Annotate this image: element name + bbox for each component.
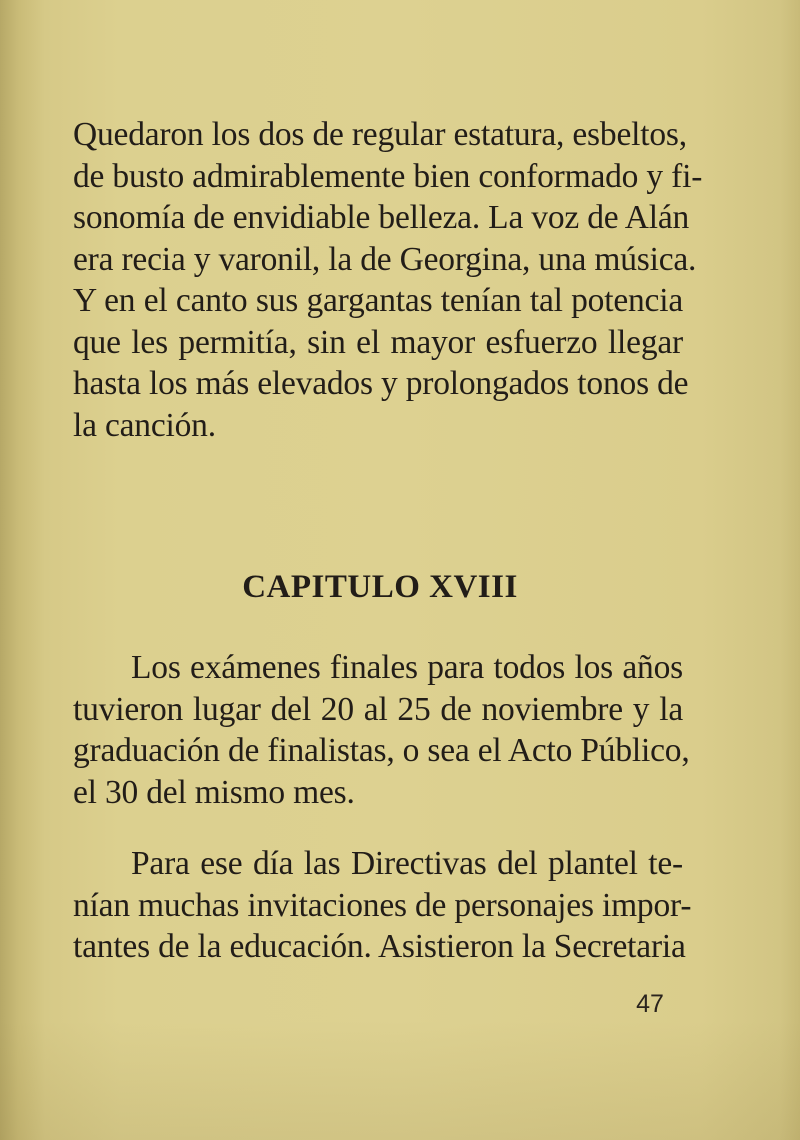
paragraph-1 <box>73 114 703 446</box>
text-line: Quedaron los dos de regular estatura, esbeltos, <box>73 116 687 153</box>
paragraph-3 <box>73 843 692 968</box>
text-line: de busto admirablemente bien conformado y fi- <box>73 157 703 195</box>
text-line: graduación de finalistas, o sea el Acto Público, <box>73 732 690 769</box>
text-line: Y en el canto sus gargantas tenían tal potencia <box>73 282 683 319</box>
text-line: hasta los más elevados y prolongados tonos de <box>73 365 689 402</box>
text-line: era recia y varonil, la de Georgina, una música. <box>73 240 697 278</box>
text-line: sonomía de envidiable belleza. La voz de Alán <box>73 199 690 236</box>
text-line: Para ese día las Directivas del plantel te- <box>131 845 683 882</box>
chapter-heading: CAPITULO XVIII <box>242 569 518 605</box>
page-number: 47 <box>636 990 664 1018</box>
text-line: la canción. <box>73 406 216 444</box>
text-line: Los exámenes finales para todos los años <box>131 649 683 686</box>
text-line: el 30 del mismo mes. <box>73 773 355 811</box>
text-line: tantes de la educación. Asistieron la Secretaria <box>73 928 686 965</box>
page-shadow <box>0 1020 800 1140</box>
text-line: nían muchas invitaciones de personajes impor- <box>73 886 692 924</box>
text-line: tuvieron lugar del 20 al 25 de noviembre y la <box>73 690 683 728</box>
paragraph-2 <box>73 647 690 813</box>
text-line: que les permitía, sin el mayor esfuerzo llegar <box>73 323 683 361</box>
